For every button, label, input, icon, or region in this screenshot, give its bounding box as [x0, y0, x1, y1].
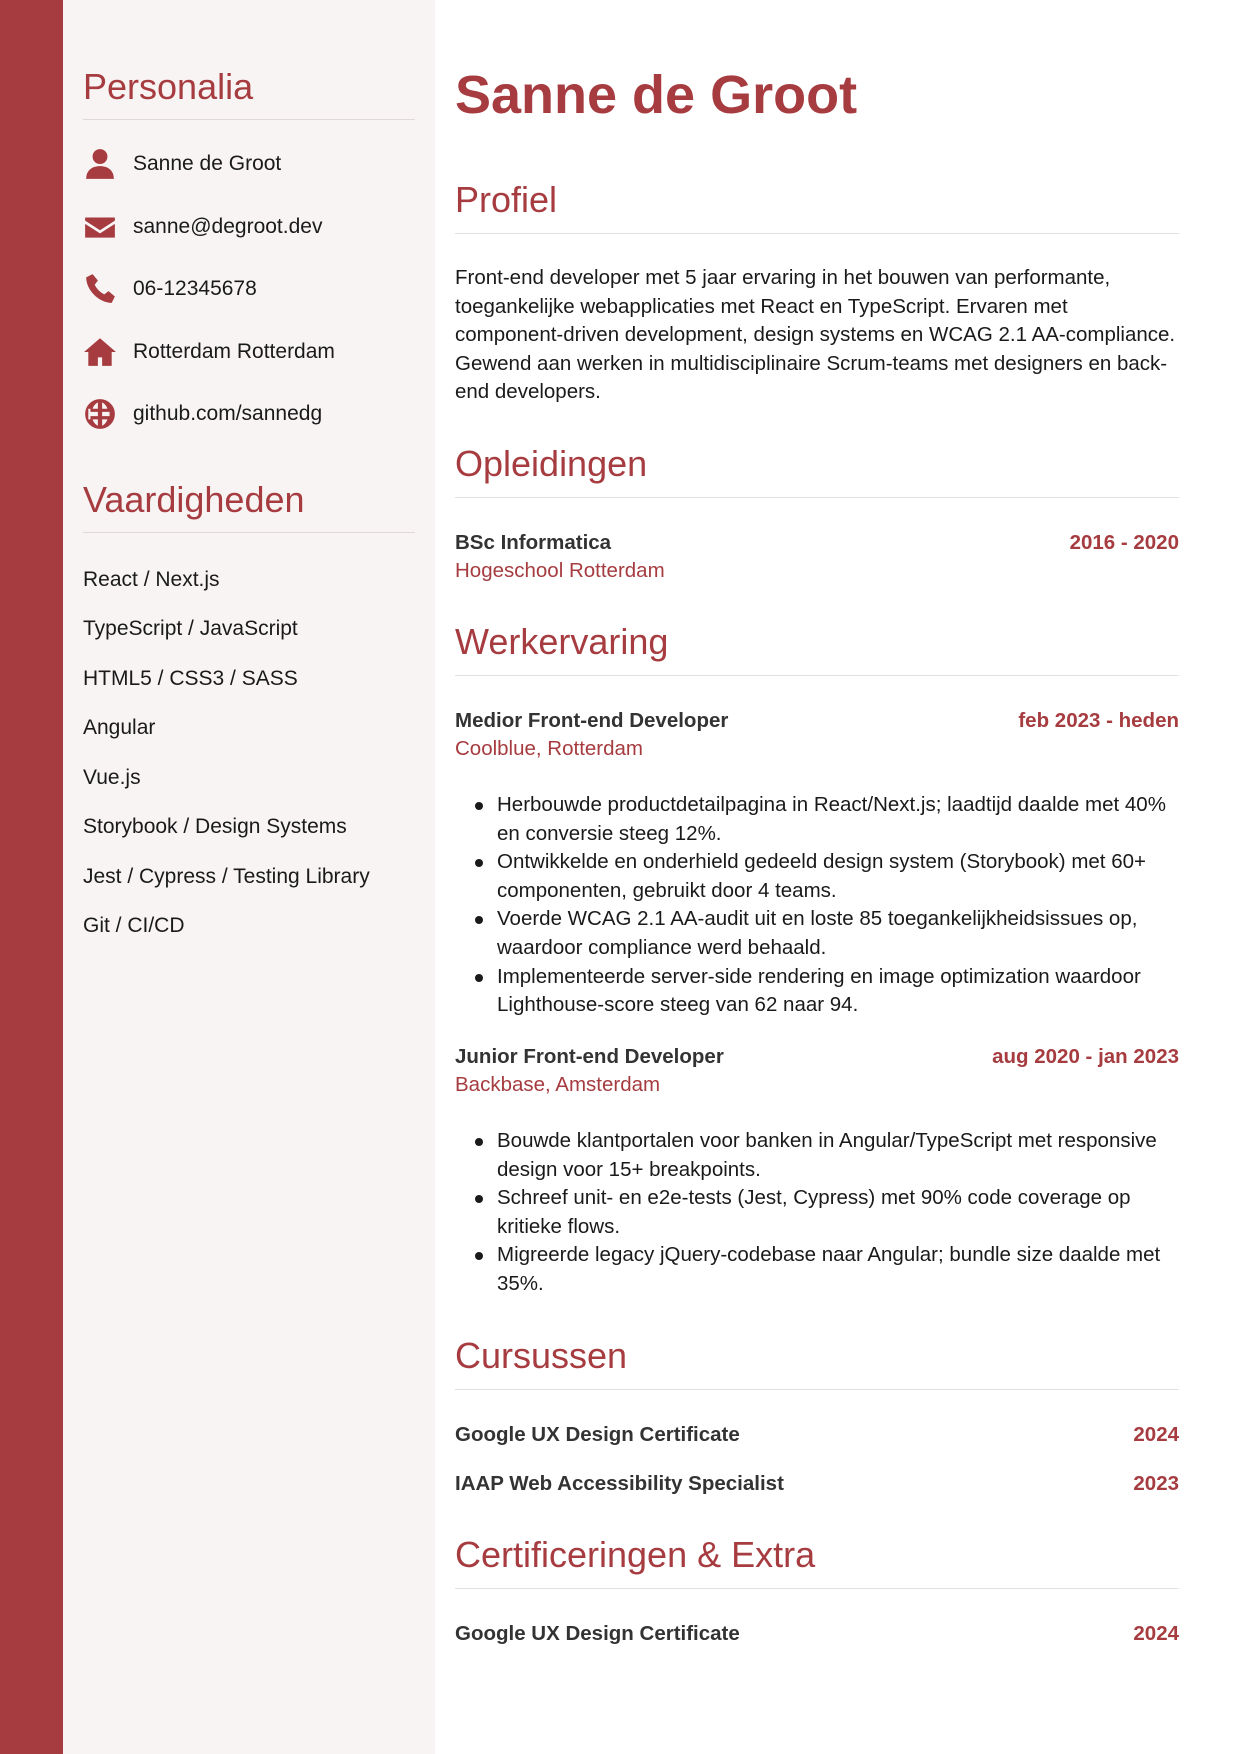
job-entry — [455, 711, 1179, 732]
job-entry — [455, 1047, 1179, 1068]
job-bullet: Migreerde legacy jQuery-codebase naar Angular; bundle size daalde met 35%. — [497, 1241, 1179, 1298]
profile-text: Front-end developer met 5 jaar ervaring in het bouwen van performante, toegankelijke webapplicaties met React en TypeScript. Ervaren met component-driven development, design systems en WCAG 2.1 AA-compliance. Gewend aan werken in multidisciplinaire Scrum-teams met designers en back-end developers. — [455, 266, 1176, 404]
education-heading: Opleidingen — [455, 443, 648, 484]
contact-email-text[interactable]: sanne@degroot.dev — [133, 215, 323, 238]
education-date: 2016 - 2020 — [1069, 531, 1179, 554]
education-title: BSc Informatica — [455, 531, 612, 554]
certification-entry — [455, 1624, 1179, 1645]
skill-item: React / Next.js — [83, 568, 220, 591]
course-date: 2024 — [1133, 1423, 1179, 1446]
courses-heading: Cursussen — [455, 1335, 628, 1376]
contact-address-text: Rotterdam Rotterdam — [133, 340, 335, 363]
certification-date: 2024 — [1133, 1622, 1179, 1645]
skill-item: TypeScript / JavaScript — [83, 617, 298, 640]
courses-divider — [455, 1389, 1179, 1390]
envelope-icon — [83, 210, 117, 244]
skills-divider — [83, 532, 415, 533]
education-entry — [455, 533, 1179, 554]
job-bullet: Bouwde klantportalen voor banken in Angular/TypeScript met responsive design voor 15+ breakpoints. — [497, 1127, 1179, 1184]
job-bullets — [455, 791, 1179, 1020]
course-entry — [455, 1474, 1179, 1495]
personalia-heading: Personalia — [83, 66, 254, 107]
contact-email[interactable] — [83, 207, 415, 247]
course-date: 2023 — [1133, 1472, 1179, 1495]
job-company: Backbase, Amsterdam — [455, 1073, 661, 1096]
education-school: Hogeschool Rotterdam — [455, 559, 665, 582]
contact-address — [83, 332, 415, 372]
contact-website-text[interactable]: github.com/sannedg — [133, 402, 323, 425]
contact-website[interactable] — [83, 394, 415, 434]
certifications-divider — [455, 1588, 1179, 1589]
skill-item: HTML5 / CSS3 / SASS — [83, 667, 298, 690]
job-date: feb 2023 - heden — [1018, 709, 1179, 732]
experience-heading: Werkervaring — [455, 621, 669, 662]
globe-icon — [83, 397, 117, 431]
job-company: Coolblue, Rotterdam — [455, 737, 644, 760]
user-icon — [83, 147, 117, 181]
job-bullet: Ontwikkelde en onderhield gedeeld design system (Storybook) met 60+ componenten, gebruikt door 4 teams. — [497, 848, 1179, 905]
certification-title: Google UX Design Certificate — [455, 1622, 740, 1645]
job-date: aug 2020 - jan 2023 — [992, 1045, 1179, 1068]
course-title: IAAP Web Accessibility Specialist — [455, 1472, 784, 1495]
candidate-name: Sanne de Groot — [455, 65, 858, 125]
home-icon — [83, 335, 117, 369]
skill-item: Git / CI/CD — [83, 914, 185, 937]
job-title: Junior Front-end Developer — [455, 1045, 724, 1068]
skill-item: Jest / Cypress / Testing Library — [83, 865, 370, 888]
sidebar — [63, 0, 435, 1754]
profile-heading: Profiel — [455, 179, 558, 220]
contact-name-text: Sanne de Groot — [133, 152, 282, 175]
job-bullet: Herbouwde productdetailpagina in React/Next.js; laadtijd daalde met 40% en conversie steeg 12%. — [497, 791, 1179, 848]
skill-item: Angular — [83, 716, 156, 739]
phone-icon — [83, 272, 117, 306]
course-entry — [455, 1425, 1179, 1446]
contact-phone[interactable] — [83, 269, 415, 309]
contact-name — [83, 144, 415, 184]
profile-divider — [455, 233, 1179, 234]
job-title: Medior Front-end Developer — [455, 709, 729, 732]
contact-phone-text[interactable]: 06-12345678 — [133, 277, 257, 300]
job-bullet: Implementeerde server-side rendering en image optimization waardoor Lighthouse-score steeg van 62 naar 94. — [497, 963, 1179, 1020]
accent-stripe — [0, 0, 63, 1754]
skills-heading: Vaardigheden — [83, 479, 305, 520]
experience-divider — [455, 675, 1179, 676]
job-bullets — [455, 1127, 1179, 1299]
course-title: Google UX Design Certificate — [455, 1423, 740, 1446]
personalia-divider — [83, 119, 415, 120]
job-bullet: Voerde WCAG 2.1 AA-audit uit en loste 85 toegankelijkheidsissues op, waardoor compliance werd behaald. — [497, 905, 1179, 962]
job-bullet: Schreef unit- en e2e-tests (Jest, Cypress) met 90% code coverage op kritieke flows. — [497, 1184, 1179, 1241]
certifications-heading: Certificeringen & Extra — [455, 1534, 816, 1575]
education-divider — [455, 497, 1179, 498]
skill-item: Storybook / Design Systems — [83, 815, 347, 838]
skill-item: Vue.js — [83, 766, 141, 789]
